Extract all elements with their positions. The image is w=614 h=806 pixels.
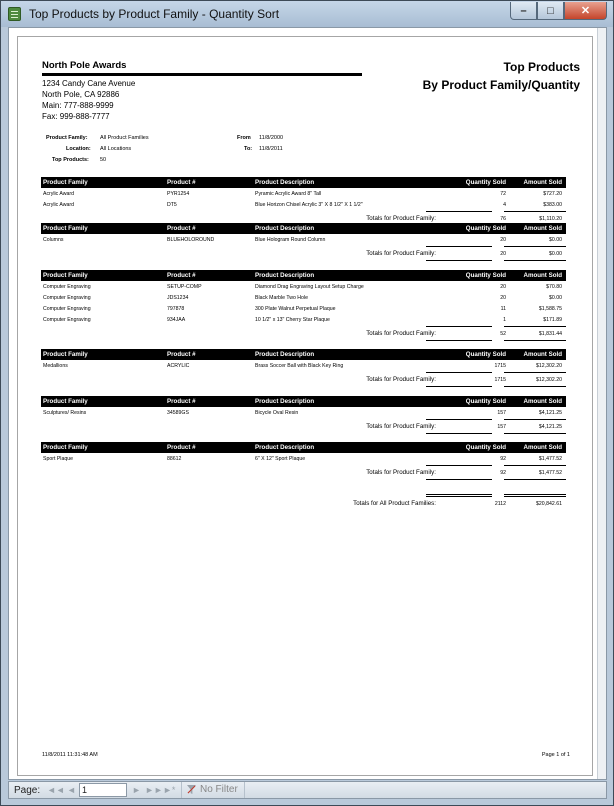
new-record-icon[interactable]: ►* [163, 785, 176, 795]
subtotal-rule-amt [504, 465, 566, 466]
last-page-icon[interactable]: ►► [145, 785, 163, 795]
cell-product-description: Blue Horizon Chisel Acrylic 3" X 8 1/2" X 1 1/2" [255, 202, 363, 208]
subtotal-amount: $12,302.20 [536, 377, 562, 383]
grand-total-amount: $20,842.61 [536, 501, 562, 507]
header-quantity-sold: Quantity Sold [465, 444, 506, 451]
subtotal-label: Totals for Product Family: [366, 423, 436, 430]
subtotal-underline-amt [504, 433, 566, 434]
subtotal-amount: $4,121.25 [538, 424, 562, 430]
company-address-line2: North Pole, CA 92886 [42, 90, 120, 99]
report-title-line2: By Product Family/Quantity [422, 78, 580, 92]
subtotal-label: Totals for Product Family: [366, 330, 436, 337]
company-fax: Fax: 999-888-7777 [42, 112, 110, 121]
subtotal-underline-qty [426, 340, 492, 341]
cell-quantity-sold: 72 [500, 191, 506, 197]
subtotal-amount: $1,110.20 [539, 216, 562, 222]
grand-total-label: Totals for All Product Families: [353, 500, 436, 507]
header-product-description: Product Description [255, 179, 315, 186]
cell-quantity-sold: 92 [500, 456, 506, 462]
subtotal-quantity: 92 [500, 470, 506, 476]
subtotal-rule-qty [426, 419, 492, 420]
table-row [41, 189, 566, 200]
cell-product-family: Medallions [43, 363, 68, 369]
cell-amount-sold: $1,477.52 [538, 456, 562, 462]
subtotal-amount: $0.00 [549, 251, 562, 257]
header-amount-sold: Amount Sold [523, 351, 562, 358]
header-product-family: Product Family [43, 272, 88, 279]
subtotal-rule-amt [504, 211, 566, 212]
column-header-row [41, 396, 566, 407]
cell-product-description: Pyramic Acrylic Award 8" Tall [255, 191, 322, 197]
cell-quantity-sold: 20 [500, 237, 506, 243]
cell-product-number: 797878 [167, 306, 185, 312]
subtotal-amount: $1,477.52 [538, 470, 562, 476]
column-header-row [41, 223, 566, 234]
cell-product-description: 6" X 12" Sport Plaque [255, 456, 306, 462]
param-location-value: All Locations [100, 146, 132, 152]
cell-quantity-sold: 20 [500, 295, 506, 301]
grand-total-rule-amt [504, 494, 566, 497]
report-viewport[interactable] [8, 27, 607, 780]
header-product-description: Product Description [255, 444, 315, 451]
subtotal-quantity: 157 [497, 424, 506, 430]
cell-product-family: Computer Engraving [43, 295, 91, 301]
minimize-icon: – [520, 4, 527, 17]
cell-amount-sold: $0.00 [549, 295, 562, 301]
cell-amount-sold: $383.00 [543, 202, 562, 208]
filter-icon [187, 785, 196, 794]
cell-product-description: Bicycle Oval Resin [255, 410, 299, 416]
subtotal-rule-qty [426, 246, 492, 247]
cell-product-family: Acrylic Award [43, 202, 75, 208]
subtotal-label: Totals for Product Family: [366, 469, 436, 476]
param-from-label: From [237, 135, 251, 141]
cell-amount-sold: $171.89 [543, 317, 562, 323]
param-to-value: 11/8/2011 [259, 146, 283, 152]
subtotal-rule-amt [504, 326, 566, 327]
subtotal-quantity: 76 [500, 216, 506, 222]
header-product-number: Product # [167, 179, 196, 186]
cell-product-number: 934JAA [167, 317, 186, 323]
param-from-value: 11/8/2000 [259, 135, 284, 141]
header-product-description: Product Description [255, 398, 315, 405]
close-icon: ✕ [580, 5, 591, 17]
header-product-number: Product # [167, 444, 196, 451]
header-product-number: Product # [167, 398, 196, 405]
vertical-scrollbar[interactable] [597, 28, 606, 780]
subtotal-label: Totals for Product Family: [366, 376, 436, 383]
cell-amount-sold: $12,302.20 [536, 363, 562, 369]
table-row [41, 315, 566, 326]
subtotal-rule-amt [504, 419, 566, 420]
cell-product-number: SETUP-COMP [167, 284, 202, 290]
subtotal-amount: $1,831.44 [538, 331, 562, 337]
subtotal-rule-amt [504, 372, 566, 373]
table-row [41, 200, 566, 211]
cell-product-description: Diamond Drag Engraving Layout Setup Charge [255, 284, 364, 290]
table-row [41, 293, 566, 304]
print-datetime: 11/8/2011 11:31:48 AM [42, 752, 98, 758]
header-amount-sold: Amount Sold [523, 272, 562, 279]
page-number: Page 1 of 1 [541, 752, 570, 758]
maximize-button[interactable] [537, 2, 564, 20]
param-family-label: Product Family: [46, 135, 88, 141]
cell-product-description: Blue Hologram Round Column [255, 237, 326, 243]
header-amount-sold: Amount Sold [523, 225, 562, 232]
window-title: Top Products by Product Family - Quantity Sort [29, 7, 280, 21]
subtotal-underline-qty [426, 433, 492, 434]
column-header-row [41, 270, 566, 281]
header-product-description: Product Description [255, 351, 315, 358]
column-header-row [41, 349, 566, 360]
header-amount-sold: Amount Sold [523, 179, 562, 186]
cell-amount-sold: $0.00 [549, 237, 562, 243]
subtotal-underline-amt [504, 386, 566, 387]
cell-quantity-sold: 1715 [494, 363, 506, 369]
header-product-family: Product Family [43, 179, 88, 186]
header-product-family: Product Family [43, 444, 88, 451]
cell-product-description: 300 Plate Walnut Perpetual Plaque [255, 306, 336, 312]
cell-product-family: Computer Engraving [43, 306, 91, 312]
cell-product-description: Black Marble Two Hole [255, 295, 308, 301]
cell-product-description: Brass Soccer Ball with Black Key Ring [255, 363, 344, 369]
header-quantity-sold: Quantity Sold [465, 351, 506, 358]
subtotal-label: Totals for Product Family: [366, 250, 436, 257]
header-amount-sold: Amount Sold [523, 444, 562, 451]
subtotal-quantity: 52 [500, 331, 506, 337]
header-product-number: Product # [167, 225, 196, 232]
cell-amount-sold: $70.80 [546, 284, 562, 290]
subtotal-rule-qty [426, 372, 492, 373]
param-family-value: All Product Families [100, 135, 149, 141]
subtotal-rule-qty [426, 211, 492, 212]
table-row [41, 282, 566, 293]
subtotal-underline-amt [504, 340, 566, 341]
subtotal-row [41, 421, 566, 432]
company-name: North Pole Awards [42, 60, 127, 71]
param-to-label: To: [244, 146, 253, 152]
filter-toggle[interactable] [181, 782, 245, 798]
grand-total-row [41, 498, 566, 509]
cell-quantity-sold: 4 [503, 202, 506, 208]
cell-product-family: Computer Engraving [43, 284, 91, 290]
cell-quantity-sold: 20 [500, 284, 506, 290]
cell-product-number: PYR1254 [167, 191, 190, 197]
filter-label: No Filter [200, 784, 238, 795]
header-product-description: Product Description [255, 225, 315, 232]
header-quantity-sold: Quantity Sold [465, 179, 506, 186]
cell-product-number: DT5 [167, 202, 177, 208]
cell-quantity-sold: 11 [500, 306, 506, 312]
subtotal-underline-qty [426, 386, 492, 387]
header-quantity-sold: Quantity Sold [465, 225, 506, 232]
report-page [17, 36, 593, 776]
page-label: Page: [14, 785, 41, 796]
table-row [41, 235, 566, 246]
cell-product-number: ACRYLIC [167, 363, 190, 369]
cell-product-family: Sculptures/ Resins [43, 410, 87, 416]
table-row [41, 304, 566, 315]
status-bar [8, 781, 607, 799]
cell-quantity-sold: 1 [503, 317, 506, 323]
cell-product-family: Columns [43, 237, 64, 243]
header-product-number: Product # [167, 351, 196, 358]
report-icon [8, 7, 21, 21]
cell-amount-sold: $1,588.75 [538, 306, 562, 312]
header-quantity-sold: Quantity Sold [465, 398, 506, 405]
previous-page-icon[interactable]: ◄ [67, 785, 76, 795]
next-page-icon[interactable]: ► [132, 785, 141, 795]
header-product-family: Product Family [43, 398, 88, 405]
company-main-phone: Main: 777-888-9999 [42, 101, 114, 110]
maximize-icon: □ [547, 4, 554, 17]
header-product-family: Product Family [43, 351, 88, 358]
cell-product-number: 34589GS [167, 410, 189, 416]
cell-amount-sold: $4,121.25 [538, 410, 562, 416]
subtotal-row [41, 328, 566, 339]
cell-product-number: JDS1234 [167, 295, 189, 301]
subtotal-rule-qty [426, 326, 492, 327]
subtotal-underline-amt [504, 479, 566, 480]
header-product-family: Product Family [43, 225, 88, 232]
column-header-row [41, 177, 566, 188]
param-location-label: Location: [66, 146, 91, 152]
table-row [41, 454, 566, 465]
subtotal-quantity: 20 [500, 251, 506, 257]
report-title-line1: Top Products [503, 60, 580, 74]
close-button[interactable] [564, 2, 607, 20]
subtotal-underline-amt [504, 260, 566, 261]
subtotal-row [41, 467, 566, 478]
cell-product-number: BLUEHOLOROUND [167, 237, 215, 243]
company-address-line1: 1234 Candy Cane Avenue [42, 79, 136, 88]
column-header-row [41, 442, 566, 453]
report-title [423, 58, 580, 94]
header-amount-sold: Amount Sold [523, 398, 562, 405]
table-row [41, 408, 566, 419]
cell-product-number: 88612 [167, 456, 182, 462]
subtotal-rule-qty [426, 465, 492, 466]
cell-product-description: 10 1/2" x 13" Cherry Star Plaque [255, 317, 330, 323]
table-row [41, 361, 566, 372]
title-bar[interactable] [1, 1, 613, 27]
cell-product-family: Sport Plaque [43, 456, 73, 462]
subtotal-quantity: 1715 [494, 377, 506, 383]
cell-quantity-sold: 157 [497, 410, 506, 416]
cell-product-family: Computer Engraving [43, 317, 91, 323]
header-product-description: Product Description [255, 272, 315, 279]
minimize-button[interactable] [510, 2, 537, 20]
subtotal-label: Totals for Product Family: [366, 215, 436, 222]
header-quantity-sold: Quantity Sold [465, 272, 506, 279]
grand-total-rule-qty [426, 494, 492, 497]
subtotal-underline-qty [426, 260, 492, 261]
param-top-label: Top Products: [52, 157, 89, 163]
subtotal-row [41, 374, 566, 385]
header-product-number: Product # [167, 272, 196, 279]
cell-amount-sold: $727.20 [543, 191, 562, 197]
subtotal-rule-amt [504, 246, 566, 247]
header-rule [42, 73, 362, 76]
subtotal-underline-qty [426, 479, 492, 480]
subtotal-row [41, 248, 566, 259]
grand-total-quantity: 2112 [494, 501, 506, 507]
page-number-input[interactable]: 1 [79, 783, 127, 797]
first-page-icon[interactable]: ◄◄ [47, 785, 65, 795]
cell-product-family: Acrylic Award [43, 191, 75, 197]
param-top-value: 50 [100, 157, 107, 163]
